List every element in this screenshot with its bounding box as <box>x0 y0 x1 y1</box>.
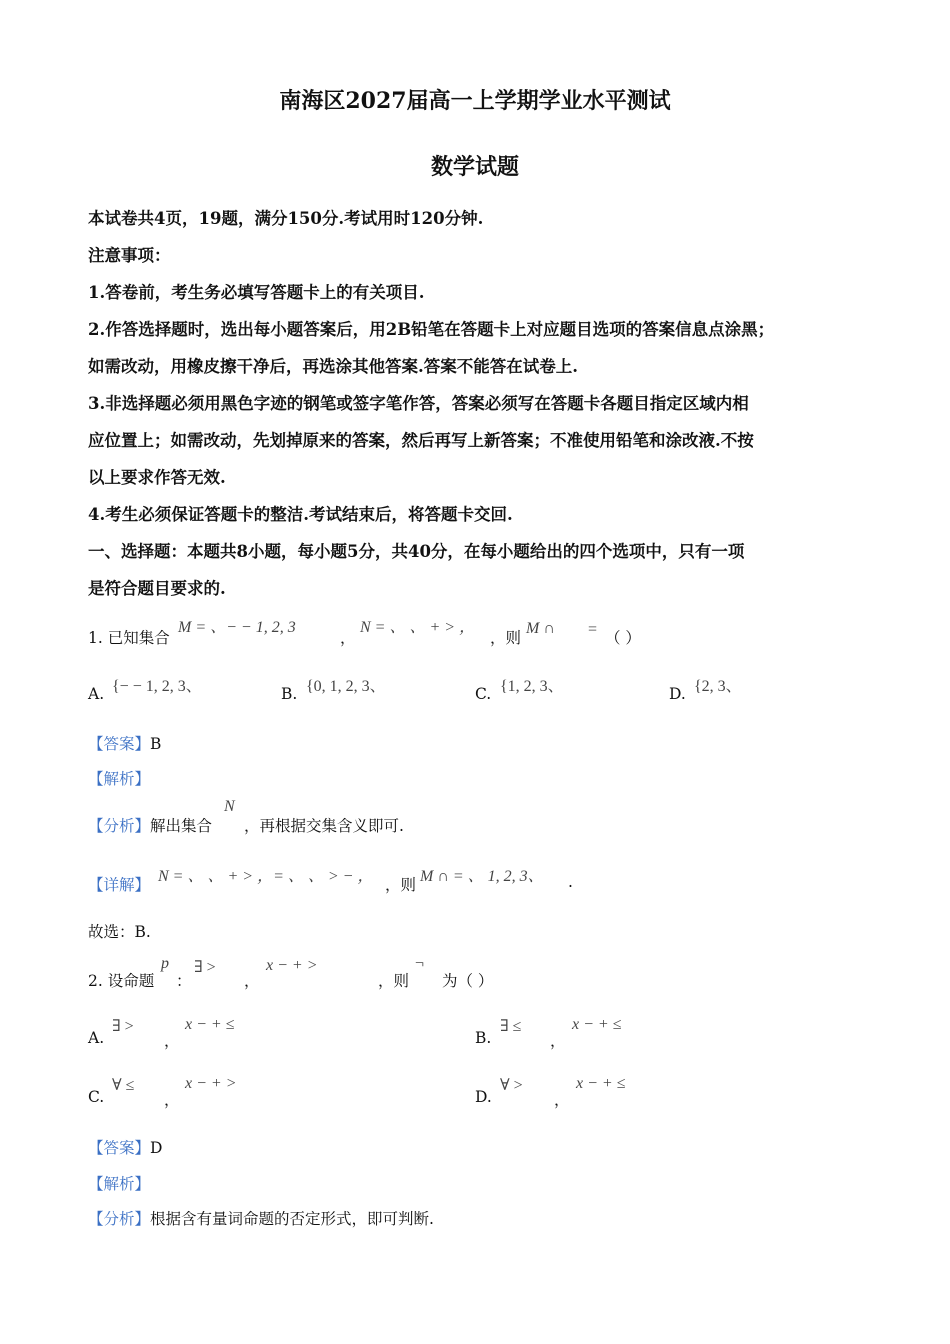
note-3-end: 以上要求作答无效. <box>88 468 226 487</box>
answer-value: D <box>150 1139 163 1157</box>
note-2-cont: 如需改动，用橡皮擦干净后，再选涂其他答案.答案不能答在试卷上. <box>88 357 578 376</box>
q2-option-c-expr: x − + > <box>185 1075 237 1092</box>
fenxi-pre: 解出集合 <box>150 817 213 835</box>
q1-detail-result: M ∩ = 、 1, 2, 3、 <box>420 868 544 885</box>
q2-quantifier: ∃ > <box>194 959 216 976</box>
note-3: 3.非选择题必须用黑色字迹的钢笔或签字笔作答，答案必须写在答题卡各题目指定区域内相 <box>88 394 749 413</box>
q1-option-c-label: C. <box>475 685 492 703</box>
q1-intersect: M ∩ <box>526 620 555 637</box>
q2-option-d-label: D. <box>475 1088 492 1106</box>
q1-option-d-label: D. <box>669 685 686 703</box>
q2-colon: ： <box>176 972 192 990</box>
note-4: 4.考生必须保证答题卡的整洁.考试结束后，将答题卡交回. <box>88 505 513 524</box>
q1-conclusion: 故选：B. <box>88 923 151 941</box>
q2-option-b-expr: x − + ≤ <box>572 1016 622 1033</box>
exam-title: 南海区2027届高一上学期学业水平测试 <box>279 88 671 114</box>
q1-prefix: 1. 已知集合 <box>88 629 170 647</box>
q2-prefix: 2. 设命题 <box>88 972 155 990</box>
q1-detail-end: . <box>568 873 573 891</box>
q1-analysis-tag: 【解析】 <box>88 770 151 788</box>
q2-option-a-quant: ∃ > <box>112 1018 134 1035</box>
answer-tag: 【答案】 <box>88 1139 151 1157</box>
note-1: 1.答卷前，考生务必填写答题卡上的有关项目. <box>88 283 425 302</box>
q1-detail-expr: N = 、 、 + > ，= 、 、 > − ， <box>158 868 374 885</box>
q2-option-c-label: C. <box>88 1088 105 1106</box>
q1-option-a-label: A. <box>88 685 105 703</box>
q1-eq: = <box>588 621 598 638</box>
q2-comma: ， <box>244 972 260 990</box>
q2-p-symbol: p <box>161 955 169 972</box>
q1-fenxi <box>88 814 212 836</box>
q1-detail-tag: 【详解】 <box>88 876 151 894</box>
q2-option-d-expr: x − + ≤ <box>576 1075 626 1092</box>
q1-option-c: {1, 2, 3、 <box>500 678 564 695</box>
fenxi-tag: 【分析】 <box>88 1210 151 1228</box>
q1-then: ，则 <box>490 629 522 647</box>
q1-set-m: M = 、− − 1, 2, 3 <box>178 619 296 636</box>
section-heading-1: 一、选择题：本题共8小题，每小题5分，共40分，在每小题给出的四个选项中，只有一项 <box>88 542 745 561</box>
fenxi-text: 根据含有量词命题的否定形式，即可判断. <box>150 1210 434 1228</box>
q1-sep: ， <box>340 629 356 647</box>
note-3-cont: 应位置上；如需改动，先划掉原来的答案，然后再写上新答案；不准使用铅笔和涂改液.不按 <box>88 431 754 450</box>
q2-expression: x − + > <box>266 957 318 974</box>
q2-option-a-label: A. <box>88 1029 105 1047</box>
q1-option-b: {0, 1, 2, 3、 <box>306 678 386 695</box>
q1-paren: （ ） <box>605 629 641 647</box>
q2-option-a-comma: ， <box>164 1032 180 1050</box>
q2-option-b-quant: ∃ ≤ <box>500 1018 522 1035</box>
q2-option-d-quant: ∀ > <box>500 1077 523 1094</box>
note-2: 2.作答选择题时，选出每小题答案后，用2B铅笔在答题卡上对应题目选项的答案信息点涂黑； <box>88 320 775 339</box>
q2-option-c-quant: ∀ ≤ <box>112 1077 135 1094</box>
q1-answer <box>88 732 161 754</box>
q2-option-c-comma: ， <box>164 1091 180 1109</box>
section-heading-2: 是符合题目要求的. <box>88 579 226 598</box>
q2-negation: ¬ <box>415 955 425 972</box>
q2-wei: 为（ ） <box>442 972 494 990</box>
q2-answer <box>88 1136 162 1158</box>
q2-option-b-label: B. <box>475 1029 492 1047</box>
q1-detail-then: ，则 <box>385 876 417 894</box>
q1-option-a: {− − 1, 2, 3、 <box>112 678 202 695</box>
q1-option-b-label: B. <box>281 685 298 703</box>
q1-option-d: {2, 3、 <box>694 678 742 695</box>
q1-set-n: N = 、 、 + > ， <box>360 619 476 636</box>
answer-tag: 【答案】 <box>88 735 151 753</box>
q1-fenxi-post: ，再根据交集含义即可. <box>244 817 404 835</box>
q2-option-a-expr: x − + ≤ <box>185 1016 235 1033</box>
answer-value: B <box>150 735 162 753</box>
q2-then: ，则 <box>378 972 410 990</box>
fenxi-tag: 【分析】 <box>88 817 151 835</box>
q2-fenxi <box>88 1207 434 1229</box>
q1-fenxi-sym: N <box>224 798 235 815</box>
q2-option-d-comma: ， <box>554 1091 570 1109</box>
q2-option-b-comma: ， <box>550 1032 566 1050</box>
q2-analysis-tag: 【解析】 <box>88 1175 151 1193</box>
exam-subtitle: 数学试题 <box>430 154 519 180</box>
notice-heading: 注意事项： <box>88 246 171 265</box>
exam-summary: 本试卷共4页，19题，满分150分.考试用时120分钟. <box>88 209 484 228</box>
